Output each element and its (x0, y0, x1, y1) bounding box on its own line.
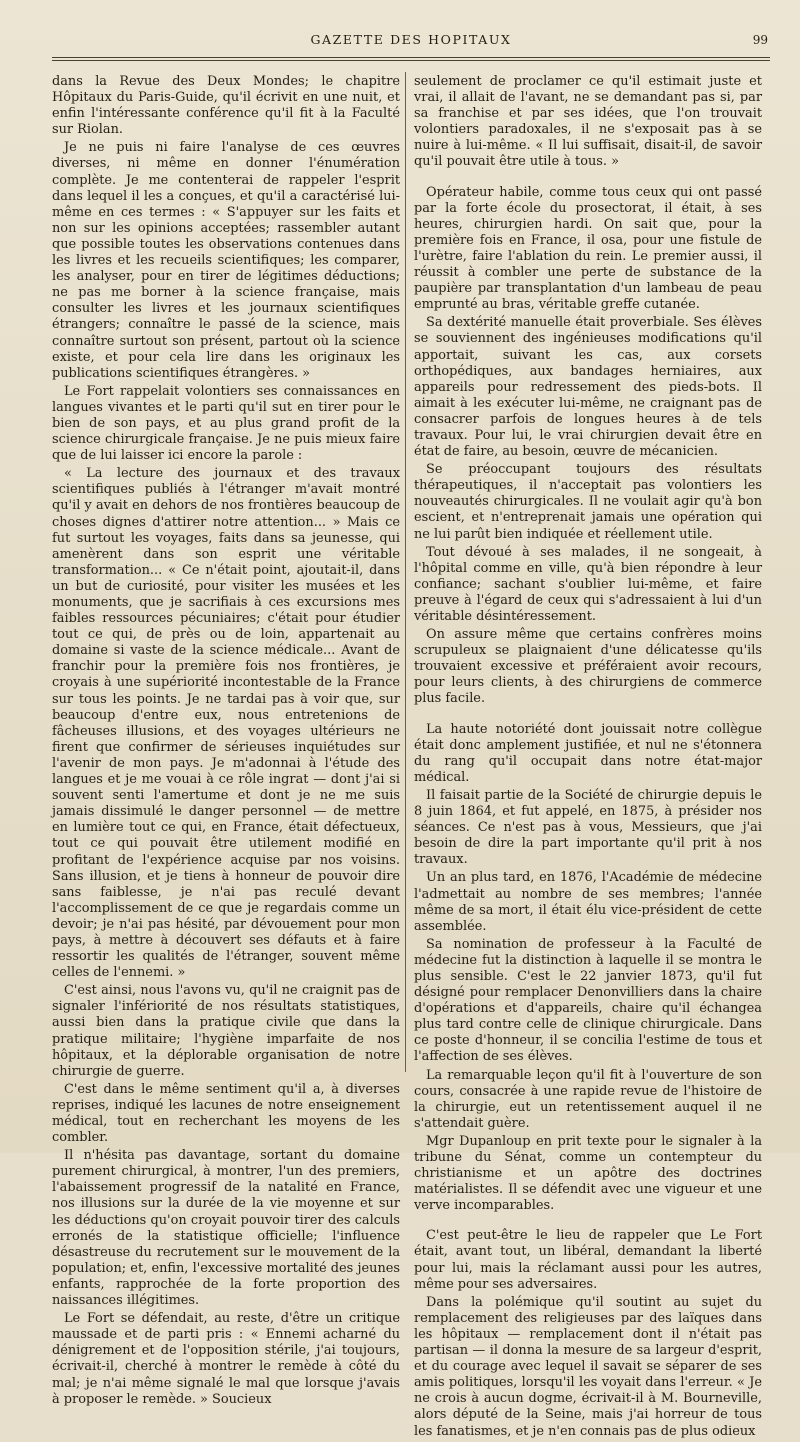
page-header (52, 26, 770, 66)
right-column (414, 74, 762, 1442)
paragraph: seulement de proclamer ce qu'il estimait juste et vrai, il allait de l'avant, ne se demandant pas si, par sa franchise et par ses idées, que l'on trouvait volontiers paradoxales, il ne s'exposait pas à se nuire à lui-même. « Il lui suffisait, disait-il, de savoir qu'il pouvait être utile à tous. » (414, 74, 762, 170)
paragraph: Sa nomination de professeur à la Faculté de médecine fut la distinction à laquelle il se montra le plus sensible. C'est le 22 janvier 1873, qu'il fut désigné pour remplacer Denonvilliers dans la chaire d'opérations et d'appareils, chaire qu'il échangea plus tard contre celle de clinique chirurgicale. Dans ce poste d'honneur, il se concilia l'estime de tous et l'affection de ses élèves. (414, 936, 762, 1065)
running-title: GAZETTE DES HOPITAUX (310, 32, 512, 47)
paragraph: Je ne puis ni faire l'analyse de ces œuvres diverses, ni même en donner l'énumération complète. Je me contenterai de rappeler l'esprit dans lequel il les a conçues, et qu'il a caractérisé lui-même en ces termes : « S'appuyer sur les faits et non sur les opinions acceptées; rassembler autant que possible toutes les observations contenues dans les livres et les recueils scientifiques; les comparer, les analyser, pour en tirer de légitimes déductions; ne pas me borner à la science française, mais consulter les livres et les journaux scientifiques étrangers; connaître le passé de la science, mais connaître surtout son présent, partout où la science existe, et pour cela lire dans les originaux les publications scientifiques étrangères. » (52, 140, 400, 381)
paragraph: Tout dévoué à ses malades, il ne songeait, à l'hôpital comme en ville, qu'à bien répondre à leur confiance; sachant s'oublier lui-même, et faire preuve à l'égard de ceux qui s'adressaient à lui d'un véritable désintéressement. (414, 544, 762, 624)
paragraph: Un an plus tard, en 1876, l'Académie de médecine l'admettait au nombre de ses membres; l'année même de sa mort, il était élu vice-président de cette assemblée. (414, 870, 762, 934)
paragraph: dans la Revue des Deux Mondes; le chapitre Hôpitaux du Paris-Guide, qu'il écrivit en une nuit, et enfin l'intéressante conférence qu'il fit à la Faculté sur Riolan. (52, 74, 400, 138)
paragraph: Sa dextérité manuelle était proverbiale. Ses élèves se souviennent des ingénieuses modifications qu'il apportait, suivant les cas, aux corsets orthopédiques, aux bandages herniaires, aux appareils pour redressement des pieds-bots. Il aimait à les exécuter lui-même, ne craignant pas de consacrer parfois de longues heures à de tels travaux. Pour lui, le vrai chirurgien devait être en état de faire, au besoin, œuvre de mécanicien. (414, 315, 762, 460)
paragraph: Mgr Dupanloup en prit texte pour le signaler à la tribune du Sénat, comme un contempteur du christianisme et un apôtre des doctrines matérialistes. Il se défendit avec une vigueur et une verve incomparables. (414, 1133, 762, 1214)
paragraph: La haute notoriété dont jouissait notre collègue était donc amplement justifiée, et nul ne s'étonnera du rang qu'il occupait dans notre état-major médical. (414, 721, 762, 785)
paragraph: Il n'hésita pas davantage, sortant du domaine purement chirurgical, à montrer, l'un des premiers, l'abaissement progressif de la natalité en France, nos illusions sur la durée de la vie moyenne et sur les déductions qu'on croyait pouvoir tirer des calculs erronés de la statistique officielle; l'influence désastreuse du recrutement sur le mouvement de la population; et, enfin, l'excessive mortalité des jeunes enfants, rapprochée de la forte proportion des naissances illégitimes. (52, 1148, 400, 1309)
column-divider (405, 72, 406, 1072)
paragraph: C'est ainsi, nous l'avons vu, qu'il ne craignit pas de signaler l'infériorité de nos résultats statistiques, aussi bien dans la pratique civile que dans la pratique militaire; l'hygiène imparfaite de nos hôpitaux, et la déplorable organisation de notre chirurgie de guerre. (52, 983, 400, 1079)
paragraph: « La lecture des journaux et des travaux scientifiques publiés à l'étranger m'avait montré qu'il y avait en dehors de nos frontières beaucoup de choses dignes d'attirer notre attention... » Mais ce fut surtout les voyages, faits dans sa jeunesse, qui amenèrent dans son esprit une véritable transformation... « Ce n'était point, ajoutait-il, dans un but de curiosité, pour visiter les musées et les monuments, que je sacrifiais à ces excursions mes faibles ressources pécuniaires; c'était pour étudier tout ce qui, de près ou de loin, appartenait au domaine si vaste de la science médicale... Avant de franchir pour la première fois nos frontières, je croyais à une supériorité incontestable de la France sur tous les points. Je ne tardai pas à voir que, sur beaucoup d'entre eux, nous entretenions de fâcheuses illusions, et des voyages ultérieurs ne firent que confirmer de sérieuses inquiétudes sur l'avenir de mon pays. Je m'adonnai à l'étude des langues et je me vouai à ce rôle ingrat — dont j'ai si souvent senti l'amertume et dont je ne me suis jamais dissimulé le danger personnel — de mettre en lumière tout ce qui, en France, était défectueux, tout ce qui pouvait être utilement modifié en profitant de l'expérience acquise par nos voisins. Sans illusion, et je tiens à honneur de pouvoir dire sans faiblesse, je n'ai pas reculé devant l'accomplissement de ce que je regardais comme un devoir; je n'ai pas hésité, par dévouement pour mon pays, à mettre à découvert ses défauts et à faire ressortir les qualités de l'étranger, souvent même celles de l'ennemi. » (52, 466, 400, 981)
paragraph: Le Fort se défendait, au reste, d'être un critique maussade et de parti pris : « Ennemi acharné du dénigrement et de l'opposition stérile, j'ai toujours, écrivait-il, cherché à montrer le remède à côté du mal; je n'ai même signalé le mal que lorsque j'avais à proposer le remède. » Soucieux (52, 1311, 400, 1407)
paragraph: C'est peut-être le lieu de rappeler que Le Fort était, avant tout, un libéral, demandant la liberté pour lui, mais la réclamant aussi pour les autres, même pour ses adversaires. (414, 1228, 762, 1292)
paragraph: C'est dans le même sentiment qu'il a, à diverses reprises, indiqué les lacunes de notre enseignement médical, tout en recherchant les moyens de les combler. (52, 1081, 400, 1146)
paragraph: Dans la polémique qu'il soutint au sujet du remplacement des religieuses par des laïques dans les hôpitaux — remplacement dont il n'était pas partisan — il donna la mesure de sa largeur d'esprit, et du courage avec lequel il savait se séparer de ses amis politiques, lorsqu'il les voyait dans l'erreur. « Je ne crois à aucun dogme, écrivait-il à M. Bourneville, alors député de la Seine, mais j'ai horreur de tous les fanatismes, et je n'en connais pas de plus odieux (414, 1294, 762, 1439)
paragraph: Se préoccupant toujours des résultats thérapeutiques, il n'acceptait pas volontiers les nouveautés chirurgicales. Il ne voulait agir qu'à bon escient, et n'entreprenait jamais une opération qui ne lui parût bien indiquée et réellement utile. (414, 462, 762, 542)
paragraph: Il faisait partie de la Société de chirurgie depuis le 8 juin 1864, et fut appelé, en 1875, à présider nos séances. Ce n'est pas à vous, Messieurs, que j'ai besoin de dire la part importante qu'il prit à nos travaux. (414, 787, 762, 868)
page-number: 99 (752, 33, 768, 47)
header-rule-double (52, 60, 770, 61)
paragraph: La remarquable leçon qu'il fit à l'ouverture de son cours, consacrée à une rapide revue de l'histoire de la chirurgie, eut un retentissement auquel il ne s'attendait guère. (414, 1067, 762, 1131)
left-column (52, 74, 400, 1410)
header-rule (52, 57, 770, 58)
paragraph: Opérateur habile, comme tous ceux qui ont passé par la forte école du prosectorat, il était, à ses heures, chirurgien hardi. On sait que, pour la première fois en France, il osa, pour une fistule de l'urètre, faire l'ablation du rein. Le premier aussi, il réussit à combler une perte de substance de la paupière par transplantation d'un lambeau de peau emprunté au bras, véritable greffe cutanée. (414, 184, 762, 313)
paragraph: On assure même que certains confrères moins scrupuleux se plaignaient d'une délicatesse qu'ils trouvaient excessive et préféraient avoir recours, pour leurs clients, à des chirurgiens de commerce plus facile. (414, 627, 762, 707)
paragraph: Le Fort rappelait volontiers ses connaissances en langues vivantes et le parti qu'il sut en tirer pour le bien de son pays, et au plus grand profit de la science chirurgicale française. Je ne puis mieux faire que de lui laisser ici encore la parole : (52, 383, 400, 464)
